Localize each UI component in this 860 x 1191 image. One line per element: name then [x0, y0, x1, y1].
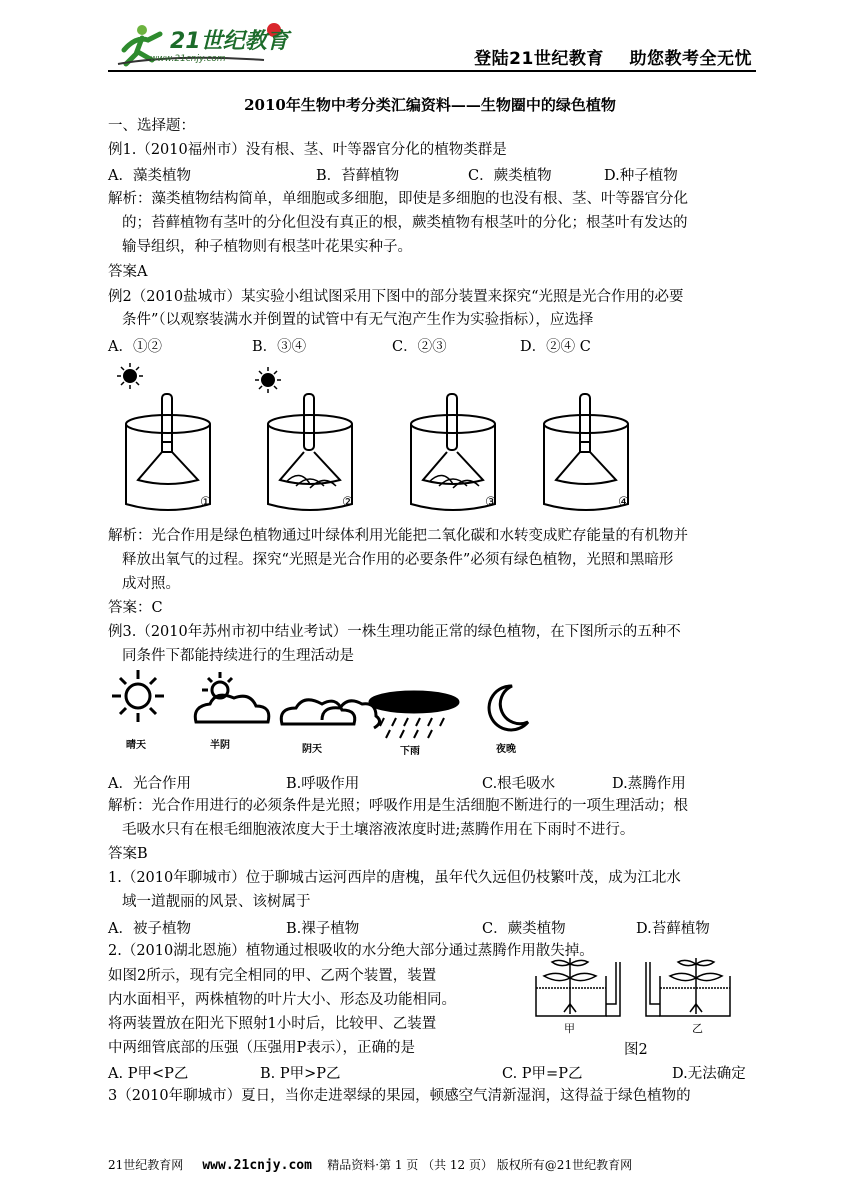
section-heading: 一、选择题：	[108, 118, 195, 134]
q2-text: 将两装置放在阳光下照射1小时后，比较甲、乙装置	[108, 1016, 437, 1032]
ex3-question: 同条件下都能持续进行的生理活动是	[122, 648, 354, 664]
ex3-analysis: 毛吸水只有在根毛细胞液浓度大于土壤溶液浓度时进;蒸腾作用在下雨时不进行。	[122, 822, 635, 838]
q2-text: 内水面相平，两株植物的叶片大小、形态及功能相同。	[108, 992, 456, 1008]
beaker-2	[268, 394, 352, 510]
ex1-answer: 答案A	[108, 264, 148, 280]
ex3-question: 例3.（2010年苏州市初中结业考试）一株生理功能正常的绿色植物，在下图所示的五种不	[108, 624, 681, 640]
footer-url[interactable]: www.21cnjy.com	[202, 1158, 312, 1173]
cloudy-icon	[281, 700, 379, 728]
ex3-analysis: 解析：光合作用进行的必须条件是光照；呼吸作用是生活细胞不断进行的一项生理活动；根	[108, 798, 688, 814]
footer-site: 21世纪教育网	[108, 1158, 184, 1172]
header-rule	[108, 70, 756, 72]
ex2-option-d: D．②④ C	[520, 339, 591, 355]
sun-icon	[117, 363, 143, 389]
ex2-option-c: C．②③	[392, 339, 447, 355]
q1-text: 域一道靓丽的风景、该树属于	[122, 894, 311, 910]
ex2-analysis: 成对照。	[122, 576, 180, 592]
ex2-option-a: A．①②	[108, 339, 162, 355]
beaker-3	[411, 394, 495, 510]
q1-option-d: D.苔藓植物	[636, 921, 710, 937]
q1-text: 1.（2010年聊城市）位于聊城古运河西岸的唐槐，虽年代久远但仍枝繁叶茂，成为江北水	[108, 870, 681, 886]
fig2-caption: 图2	[624, 1042, 648, 1058]
q2-text: 如图2所示，现有完全相同的甲、乙两个装置，装置	[108, 968, 437, 984]
ex1-question: 例1.（2010福州市）没有根、茎、叶等器官分化的植物类群是	[108, 142, 507, 158]
moon-icon	[489, 686, 528, 730]
rain-icon	[370, 692, 458, 738]
ex1-analysis: 解析：藻类植物结构简单，单细胞或多细胞，即使是多细胞的也没有根、茎、叶等器官分化	[108, 191, 688, 207]
q1-option-b: B.裸子植物	[286, 921, 360, 937]
ex1-option-c: C．蕨类植物	[468, 168, 552, 184]
logo-text: 21世纪教育	[170, 29, 289, 54]
weather-figure	[106, 668, 546, 762]
q2-option-d: D.无法确定	[672, 1066, 746, 1082]
ex2-question: 例2（2010盐城市）某实验小组试图采用下图中的部分装置来探究“光照是光合作用的必要	[108, 289, 684, 305]
ex2-answer: 答案：C	[108, 600, 163, 616]
weather-label-cloudy: 阴天	[302, 744, 322, 755]
weather-label-rain: 下雨	[400, 746, 420, 757]
fig2-label-jia: 甲	[564, 1022, 575, 1035]
header-slogan: 登陆21世纪教育 助您教考全无忧	[474, 49, 752, 69]
q2-option-b: B. P甲>P乙	[260, 1066, 341, 1082]
weather-label-partly: 半阴	[210, 740, 230, 751]
ex3-option-c: C.根毛吸水	[482, 776, 556, 792]
ex2-analysis: 释放出氧气的过程。探究“光照是光合作用的必要条件”必须有绿色植物，光照和黑暗形	[122, 552, 674, 568]
page-footer	[108, 1156, 632, 1173]
ex3-option-b: B.呼吸作用	[286, 776, 360, 792]
q2-text: 2.（2010湖北恩施）植物通过根吸收的水分绝大部分通过蒸腾作用散失掉。	[108, 943, 594, 959]
q3-text: 3（2010年聊城市）夏日，当你走进翠绿的果园，顿感空气清新湿润，这得益于绿色植物的	[108, 1088, 691, 1104]
footer-info: 精品资料·第 1 页 （共 12 页） 版权所有@21世纪教育网	[327, 1158, 633, 1172]
q2-option-a: A. P甲<P乙	[108, 1066, 189, 1082]
ex1-option-b: B．苔藓植物	[316, 168, 400, 184]
apparatus-label-3: ③	[485, 495, 497, 510]
ex1-option-d: D.种子植物	[604, 168, 678, 184]
page-title: 2010年生物中考分类汇编资料——生物圈中的绿色植物	[244, 96, 616, 114]
q2-option-c: C. P甲=P乙	[502, 1066, 583, 1082]
weather-label-sunny: 晴天	[126, 740, 146, 751]
ex1-analysis: 的；苔藓植物有茎叶的分化但没有真正的根，蕨类植物有根茎叶的分化；根茎叶有发达的	[122, 215, 688, 231]
apparatus-label-2: ②	[342, 495, 354, 510]
apparatus-label-4: ④	[618, 495, 630, 510]
ex1-option-a: A．藻类植物	[108, 168, 191, 184]
q1-option-a: A．被子植物	[108, 921, 191, 937]
fig2-label-yi: 乙	[692, 1022, 703, 1035]
apparatus-label-1: ①	[200, 495, 212, 510]
beaker-1	[126, 394, 210, 510]
logo-url: www.21cnjy.com	[150, 54, 226, 64]
ex3-option-a: A．光合作用	[108, 776, 191, 792]
beaker-4	[544, 394, 628, 510]
ex2-question: 条件”（以观察装满水并倒置的试管中有无气泡产生作为实验指标），应选择	[122, 312, 594, 328]
ex1-analysis: 输导组织，种子植物则有根茎叶花果实种子。	[122, 239, 412, 255]
ex2-analysis: 解析：光合作用是绿色植物通过叶绿体利用光能把二氧化碳和水转变成贮存能量的有机物并	[108, 528, 688, 544]
ex2-option-b: B．③④	[252, 339, 307, 355]
partly-cloudy-icon	[195, 672, 269, 722]
figure-2-apparatus	[530, 954, 762, 1040]
sun-icon	[255, 367, 281, 393]
sun-icon	[112, 670, 164, 722]
q2-text: 中两细管底部的压强（压强用P表示），正确的是	[108, 1040, 416, 1056]
weather-label-night: 夜晚	[496, 744, 516, 755]
q1-option-c: C．蕨类植物	[482, 921, 566, 937]
apparatus-figure	[108, 362, 668, 520]
ex3-answer: 答案B	[108, 846, 148, 862]
ex3-option-d: D.蒸腾作用	[612, 776, 686, 792]
